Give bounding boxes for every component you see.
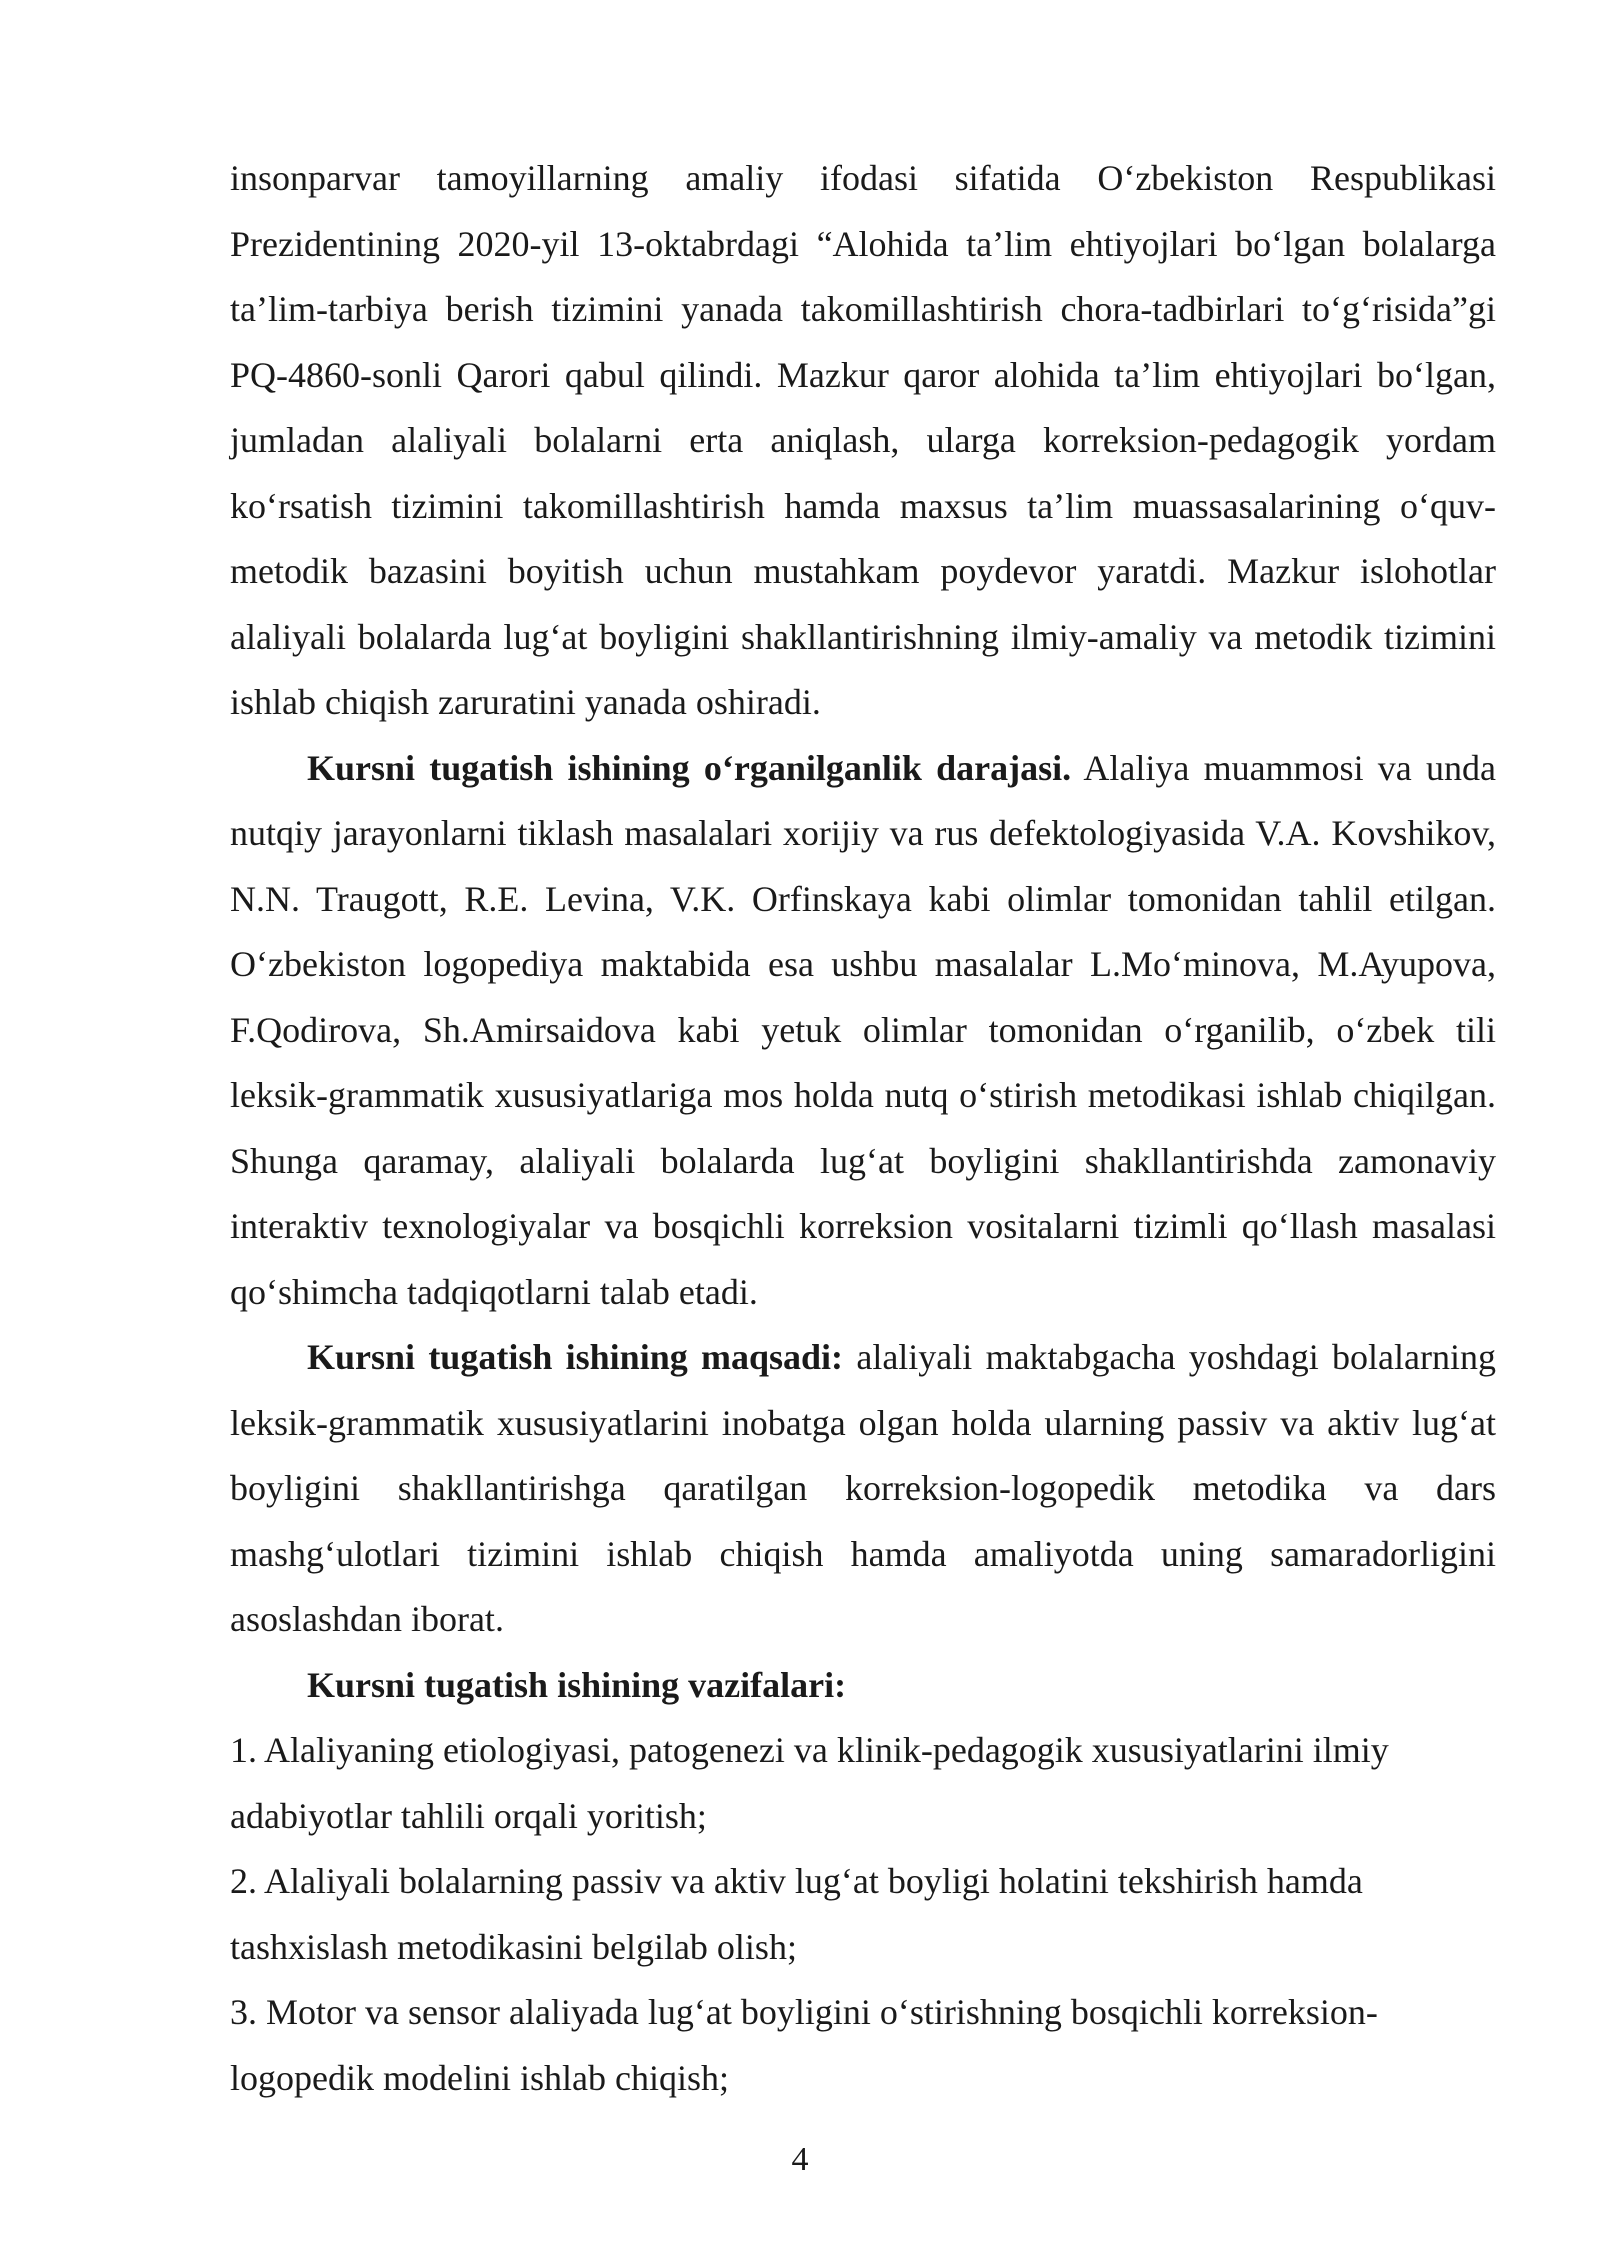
study-level-text: Alaliya muammosi va unda nutqiy jarayonlarni tiklash masalalari xorijiy va rus defektologiyasida V.A. Kovshikov, N.N. Traugott, R.E. Levina, V.K. Orfinskaya kabi olimlar tomonidan tahlil etilgan. O‘zbekiston logopediya maktabida esa ushbu masalalar L.Mo‘minova, M.Ayupova, F.Qodirova, Sh.Amirsaidova kabi yetuk olimlar tomonidan o‘rganilib, o‘zbek tili leksik-grammatik xususiyatlariga mos holda nutq o‘stirish metodikasi ishlab chiqilgan. Shunga qaramay, alaliyali bolalarda lug‘at boyligini shakllantirishda zamonaviy interaktiv texnologiyalar va bosqichli korreksion vositalarni tizimli qo‘llash masalasi qo‘shimcha tadqiqotlarni talab etadi. [230, 747, 1496, 1312]
goal-text: alaliyali maktabgacha yoshdagi bolalarning leksik-grammatik xususiyatlarini inobatga olgan holda ularning passiv va aktiv lug‘at boyligini shakllantirishga qaratilgan korreksion-logopedik metodika va dars mashg‘ulotlari tizimini ishlab chiqish hamda amaliyotda uning samaradorligini asoslashdan iborat. [230, 1337, 1496, 1639]
study-level-heading: Kursni tugatish ishining o‘rganilganlik darajasi. [307, 747, 1072, 788]
study-level-paragraph [230, 736, 1496, 1326]
task-item-3: 3. Motor va sensor alaliyada lug‘at boyligini o‘stirishning bosqichli korreksion-logopedik modelini ishlab chiqish; [230, 1992, 1378, 2098]
body-paragraph: insonparvar tamoyillarning amaliy ifodasi sifatida O‘zbekiston Respublikasi Prezidentining 2020-yil 13-oktabrdagi “Alohida ta’lim ehtiyojlari bo‘lgan bolalarga ta’lim-tarbiya berish tizimini yanada takomillashtirish chora-tadbirlari to‘g‘risida”gi PQ-4860-sonli Qarori qabul qilindi. Mazkur qaror alohida ta’lim ehtiyojlari bo‘lgan, jumladan alaliyali bolalarni erta aniqlash, ularga korreksion-pedagogik yordam ko‘rsatish tizimini takomillashtirish hamda maxsus ta’lim muassasalarining o‘quv-metodik bazasini boyitish uchun mustahkam poydevor yaratdi. Mazkur islohotlar alaliyali bolalarda lug‘at boyligini shakllantirishning ilmiy-amaliy va metodik tizimini ishlab chiqish zaruratini yanada oshiradi. [230, 158, 1496, 722]
goal-paragraph [230, 1325, 1496, 1653]
task-item-1: 1. Alaliyaning etiologiyasi, patogenezi va klinik-pedagogik xususiyatlarini ilmiy adabiyotlar tahlili orqali yoritish; [230, 1730, 1389, 1836]
goal-heading: Kursni tugatish ishining maqsadi: [307, 1337, 844, 1377]
page-number: 4 [791, 2141, 809, 2178]
document-page [230, 146, 1496, 2111]
tasks-heading-paragraph [230, 1653, 1496, 1719]
task-item-2: 2. Alaliyali bolalarning passiv va aktiv lug‘at boyligi holatini tekshirish hamda tashxislash metodikasini belgilab olish; [230, 1861, 1363, 1967]
tasks-heading: Kursni tugatish ishining vazifalari: [307, 1664, 847, 1705]
